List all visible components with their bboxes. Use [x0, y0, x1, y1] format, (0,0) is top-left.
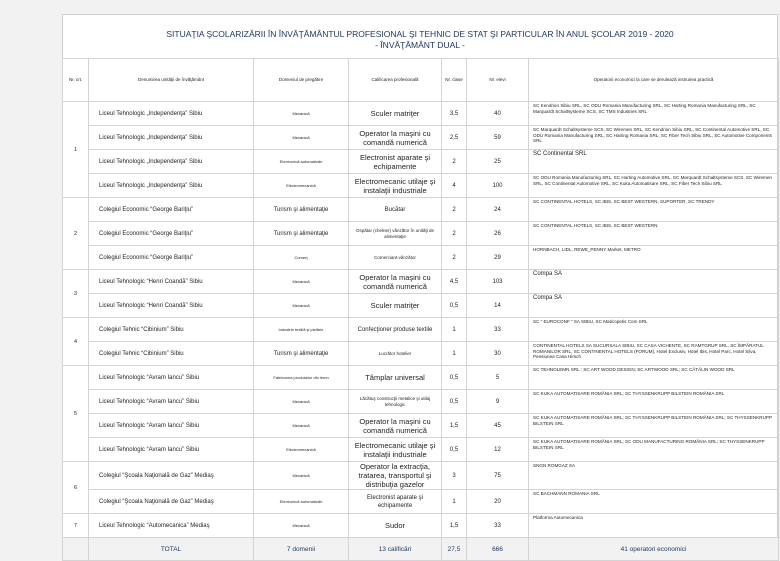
table-row — [63, 294, 779, 318]
students: 20 — [467, 490, 529, 514]
students: 59 — [467, 126, 529, 150]
qualification: Electromecanic utilaje şi instalaţii industriale — [349, 438, 442, 462]
table-row — [63, 514, 779, 538]
header-classes: Nr. clase — [442, 59, 467, 102]
operators: SC TEHNOLEMN SRL ; SC ART WOOD DESIGN; SC ARTWOOD SRL; SC CĂTĂLIN WOOD SRL — [529, 366, 779, 390]
operators: SC Kendrion Sibiu SRL, SC ODU Romania Manufacturing SRL, SC Harting Romania Manufacturing SRL, SC Marquardt Schaltsysteme SCS, SC TMS Industries SRL — [529, 102, 779, 126]
students: 25 — [467, 150, 529, 174]
row-nr: 7 — [63, 514, 89, 538]
school-name: Liceul Tehnologic “Avram Iancu” Sibiu — [89, 438, 254, 462]
table-row — [63, 490, 779, 514]
qualification: Lăcătuş construcţii metalice şi utilaj tehnologic — [349, 390, 442, 414]
total-students: 666 — [467, 538, 529, 561]
students: 30 — [467, 342, 529, 366]
domain: Industrie textilă şi pielărie — [254, 318, 349, 342]
students: 14 — [467, 294, 529, 318]
school-name: Liceul Tehnologic “Henri Coandă” Sibiu — [89, 294, 254, 318]
qualification: Electromecanic utilaje şi instalaţii industriale — [349, 174, 442, 198]
table-row — [63, 270, 779, 294]
students: 40 — [467, 102, 529, 126]
qualification: Operator la maşini cu comandă numerică — [349, 270, 442, 294]
domain: Turism şi alimentaţie — [254, 222, 349, 246]
classes: 1 — [442, 342, 467, 366]
students: 100 — [467, 174, 529, 198]
students: 103 — [467, 270, 529, 294]
operators: SC Marquardt Schaltsysteme SCS, SC Wiremen SRL, SC Kendrion Sibiu SRL, SC Continental Automotive SRL, SC ODU Romania Manufacturing SRL, SC Harting Romania SRL, SC Fiber Tech Sibiu SRL, SC Automotive Components SRL — [529, 126, 779, 150]
classes: 2 — [442, 222, 467, 246]
classes: 2,5 — [442, 126, 467, 150]
domain: Turism şi alimentaţie — [254, 342, 349, 366]
total-nr-empty — [63, 538, 89, 561]
header-qualification: Calificarea profesională — [349, 59, 442, 102]
table-row — [63, 198, 779, 222]
school-name: Liceul Tehnologic “Henri Coandă” Sibiu — [89, 270, 254, 294]
domain: Mecanică — [254, 102, 349, 126]
school-name: Liceul Tehnologic “Avram Iancu” Sibiu — [89, 414, 254, 438]
students: 33 — [467, 514, 529, 538]
qualification: Comerciant-vânzător — [349, 246, 442, 270]
table-row — [63, 150, 779, 174]
qualification: Operator la maşini cu comandă numerică — [349, 414, 442, 438]
table-row — [63, 438, 779, 462]
school-name: Colegiul Economic “George Bariţiu” — [89, 246, 254, 270]
operators: SC CONTINENTAL HOTELS, SC IBIS, SC BEST WESTERN, SUPORTER, SC TRENDY — [529, 198, 779, 222]
table-row — [63, 246, 779, 270]
operators: SC KUKA AUTOMATISARE ROMÂNIA SRL; SC THYSSENKRUPP BILSTEIN ROMÂNIA SRL — [529, 390, 779, 414]
row-nr: 2 — [63, 198, 89, 270]
operators: SC ” EUROCONF ” SA SIBIU, SC Maticopetis Com SRL — [529, 318, 779, 342]
classes: 2 — [442, 198, 467, 222]
domain: Comerţ — [254, 246, 349, 270]
operators: Compa SA — [529, 270, 779, 294]
domain: Mecanică — [254, 462, 349, 490]
qualification: Confecţioner produse textile — [349, 318, 442, 342]
operators: Platforma Automecanica — [529, 514, 779, 538]
classes: 4,5 — [442, 270, 467, 294]
operators: HORNBACH, LIDL, REWE_PENNY Market, METRO — [529, 246, 779, 270]
operators: SC CONTINENTAL HOTELS, SC IBIS, SC BEST WESTERN — [529, 222, 779, 246]
operators: SNGN ROMGAZ SA — [529, 462, 779, 490]
students: 45 — [467, 414, 529, 438]
school-name: Liceul Tehnologic “Avram Iancu” Sibiu — [89, 366, 254, 390]
students: 75 — [467, 462, 529, 490]
qualification: Sculer matriţer — [349, 294, 442, 318]
table-row — [63, 366, 779, 390]
classes: 1,5 — [442, 414, 467, 438]
school-name: Liceul Tehnologic „Independenţa” Sibiu — [89, 102, 254, 126]
classes: 0,5 — [442, 366, 467, 390]
school-name: Liceul Tehnologic „Independenţa” Sibiu — [89, 150, 254, 174]
qualification: Electronist aparate şi echipamente — [349, 150, 442, 174]
header-school: Denumirea unităţii de învăţământ — [89, 59, 254, 102]
school-name: Colegiul Economic “George Bariţiu” — [89, 198, 254, 222]
domain: Electronică automatizări — [254, 490, 349, 514]
operators: Compa SA — [529, 294, 779, 318]
row-nr: 5 — [63, 366, 89, 462]
classes: 4 — [442, 174, 467, 198]
row-nr: 6 — [63, 462, 89, 514]
row-nr: 3 — [63, 270, 89, 318]
classes: 1 — [442, 318, 467, 342]
header-domain: Domeniul de pregătire — [254, 59, 349, 102]
row-nr: 1 — [63, 102, 89, 198]
students: 9 — [467, 390, 529, 414]
table-row — [63, 390, 779, 414]
table-row — [63, 342, 779, 366]
table-row — [63, 102, 779, 126]
title-line-1: SITUAŢIA ŞCOLARIZĂRII ÎN ÎNVĂŢĂMÂNTUL PROFESIONAL ŞI TEHNIC DE STAT ŞI PARTICULAR ÎN ANUL ŞCOLAR 2019 - 2020 — [166, 29, 674, 39]
students: 26 — [467, 222, 529, 246]
domain: Mecanică — [254, 294, 349, 318]
students: 5 — [467, 366, 529, 390]
students: 12 — [467, 438, 529, 462]
classes: 2 — [442, 246, 467, 270]
classes: 1 — [442, 490, 467, 514]
table-row — [63, 318, 779, 342]
classes: 2 — [442, 150, 467, 174]
domain: Mecanică — [254, 126, 349, 150]
total-domains: 7 domenii — [254, 538, 349, 561]
total-operators: 41 operatori economici — [529, 538, 779, 561]
total-row — [63, 538, 779, 561]
domain: Mecanică — [254, 390, 349, 414]
classes: 0,5 — [442, 294, 467, 318]
students: 33 — [467, 318, 529, 342]
domain: Mecanică — [254, 414, 349, 438]
domain: Electromecanică — [254, 438, 349, 462]
header-nr: Nr. crt. — [63, 59, 89, 102]
domain: Turism şi alimentaţie — [254, 198, 349, 222]
header-operators: Operatorii economici la care se derulează instruirea practică — [529, 59, 779, 102]
classes: 3,5 — [442, 102, 467, 126]
classes: 0,5 — [442, 390, 467, 414]
qualification: Sculer matriţer — [349, 102, 442, 126]
students: 29 — [467, 246, 529, 270]
total-classes: 27,5 — [442, 538, 467, 561]
table-row — [63, 222, 779, 246]
school-name: Colegiul Economic “George Bariţiu” — [89, 222, 254, 246]
qualification: Ospătar (chelner) vânzător în unităţi de alimentaţie — [349, 222, 442, 246]
operators: SC KUKA AUTOMATISARE ROMÂNIA SRL; SC ODU MANUFACTURING ROMÂNIA SRL; SC THYSSENKRUPP BILSTEIN SRL — [529, 438, 779, 462]
school-name: Colegiul Tehnic “Cibinium” Sibiu — [89, 342, 254, 366]
qualification: Bucătar — [349, 198, 442, 222]
table-row — [63, 174, 779, 198]
table-row — [63, 414, 779, 438]
schooling-table — [62, 58, 779, 561]
domain: Electromecanică — [254, 174, 349, 198]
row-nr: 4 — [63, 318, 89, 366]
qualification: Sudor — [349, 514, 442, 538]
domain: Mecanică — [254, 270, 349, 294]
title-line-2: - ÎNVĂŢĂMÂNT DUAL - — [375, 40, 465, 50]
operators: CONTINENTAL HOTELS SA SUCURSALA SIBIU, SC CASA VICHENTE, SC RAMTGRUP SRL, SC ÎMPĂRATUL ROMANILOR SRL, SC CONTINENTAL HOTELS (FORUM), Hotel Exclusiv, Hotel Ibis, Hotel Parc, Hotel Silva, Pensiunea Casa Hirsch — [529, 342, 779, 366]
operators: SC ODU Romania Manufacturing SRL, SC Harting Automotive SRL, SC Marquardt Schaltsysteme SCS, SC Wiremen SRL, SC Continental Automotive SRL, SC Kuka Automatisare SRL, SC Fiber Tech Sibiu SRL — [529, 174, 779, 198]
qualification: Lucrător hotelier — [349, 342, 442, 366]
school-name: Liceul Tehnologic „Independenţa” Sibiu — [89, 174, 254, 198]
total-label: TOTAL — [89, 538, 254, 561]
domain: Fabricarea produselor din lemn — [254, 366, 349, 390]
domain: Electronică automatizări — [254, 150, 349, 174]
operators: SC BACHMANN ROMANIA SRL — [529, 490, 779, 514]
qualification: Operator la extracţia, tratarea, transportul şi distribuţia gazelor — [349, 462, 442, 490]
classes: 3 — [442, 462, 467, 490]
school-name: Colegiul Tehnic “Cibinium” Sibiu — [89, 318, 254, 342]
school-name: Liceul Tehnologic “Automecanica” Mediaş — [89, 514, 254, 538]
domain: Mecanică — [254, 514, 349, 538]
document-title — [62, 29, 778, 51]
table-header-row — [63, 59, 779, 102]
school-name: Colegiul “Şcoala Naţională de Gaz” Mediaş — [89, 462, 254, 490]
qualification: Tâmplar universal — [349, 366, 442, 390]
table-row — [63, 462, 779, 490]
qualification: Electronist aparate şi echipamente — [349, 490, 442, 514]
table-row — [63, 126, 779, 150]
classes: 0,5 — [442, 438, 467, 462]
school-name: Colegiul “Şcoala Naţională de Gaz” Mediaş — [89, 490, 254, 514]
total-qualifications: 13 calificări — [349, 538, 442, 561]
students: 24 — [467, 198, 529, 222]
header-students: Nr. elevi — [467, 59, 529, 102]
operators: SC KUKA AUTOMATISARE ROMÂNIA SRL; SC THYSSENKRUPP BILSTEIN ROMÂNIA SRL; SC THYSSENKRUPP BILSTEIN SRL — [529, 414, 779, 438]
school-name: Liceul Tehnologic „Independenţa” Sibiu — [89, 126, 254, 150]
school-name: Liceul Tehnologic “Avram Iancu” Sibiu — [89, 390, 254, 414]
qualification: Operator la maşini cu comandă numerică — [349, 126, 442, 150]
operators: SC Continental SRL — [529, 150, 779, 174]
classes: 1,5 — [442, 514, 467, 538]
